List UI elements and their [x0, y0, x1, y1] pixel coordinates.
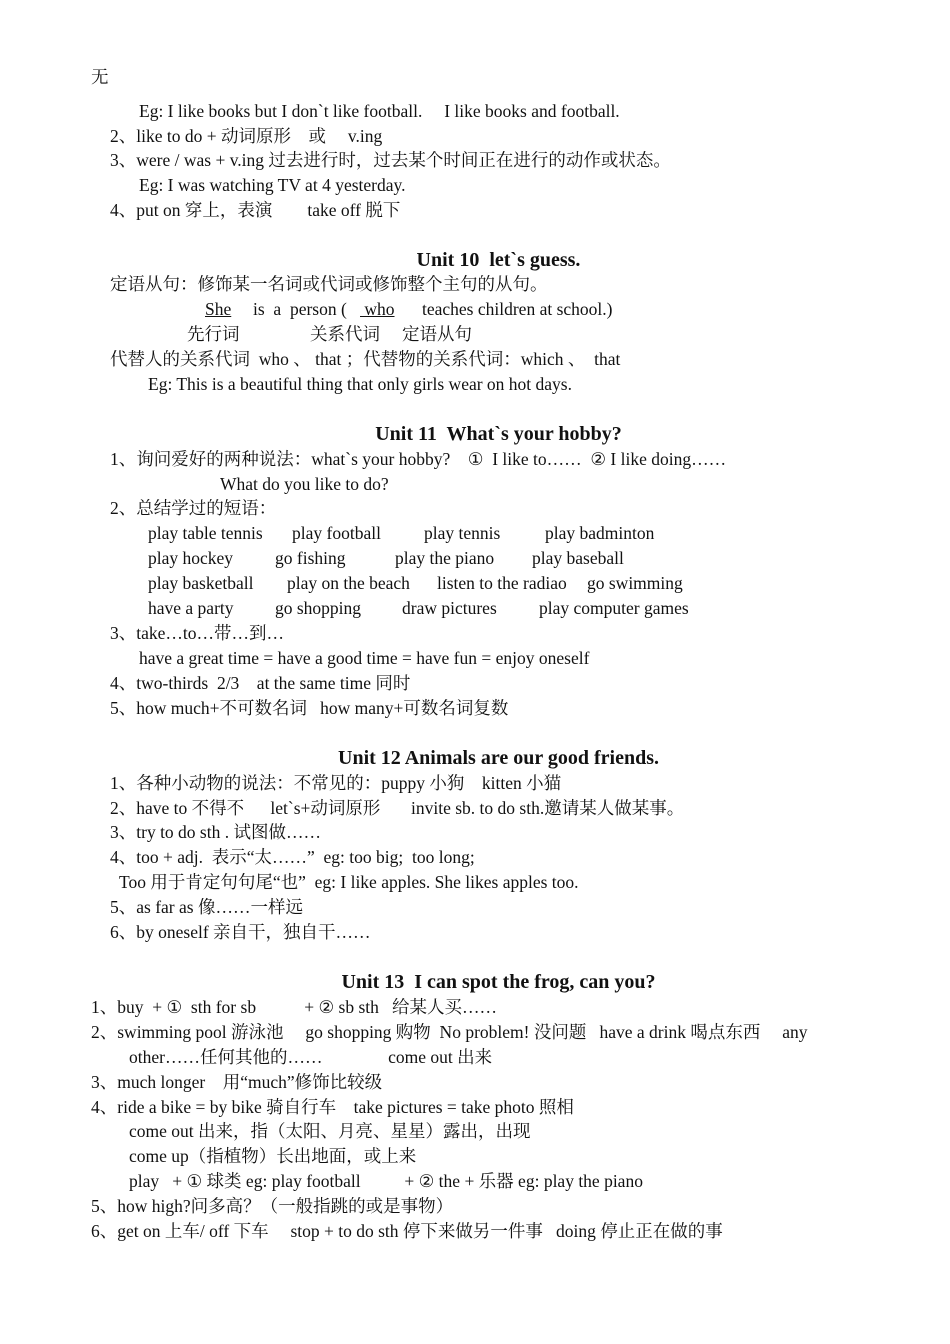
- unit12-item-6: 6、by oneself 亲自干，独自干……: [110, 922, 371, 942]
- unit13-item-1: 1、buy + ① sth for sb + ② sb sth 给某人买……: [91, 997, 497, 1017]
- unit13-item-6: 6、get on 上车/ off 下车 stop + to do sth 停下来做另一件事 doing 停止正在做的事: [91, 1221, 723, 1241]
- unit13-title: Unit 13 I can spot the frog, can you?: [341, 971, 656, 993]
- phrase: play badminton: [545, 523, 655, 543]
- unit12-item-3: 3、try to do sth . 试图做……: [110, 822, 321, 842]
- unit10-ex-she: She: [205, 299, 232, 319]
- phrase: go fishing: [275, 548, 346, 568]
- unit10-label-relpron: 关系代词: [310, 324, 380, 344]
- unit13-item-2b: other……任何其他的…… come out 出来: [129, 1047, 493, 1067]
- unit10-eg: Eg: This is a beautiful thing that only girls wear on hot days.: [148, 374, 572, 394]
- unit12-item-4: 4、too + adj. 表示“太……” eg: too big; too long;: [110, 847, 475, 867]
- unit11-item-1b: What do you like to do?: [220, 474, 389, 494]
- phrase: play tennis: [424, 523, 501, 543]
- phrase: play baseball: [532, 548, 624, 568]
- unit11-item-3: 3、take…to…带…到…: [110, 623, 285, 643]
- unit13-item-4c: come up（指植物）长出地面，或上来: [129, 1146, 417, 1166]
- phrase: play hockey: [148, 548, 234, 568]
- unit10-ex-end: teaches children at school.): [422, 299, 613, 319]
- phrase: play the piano: [395, 548, 495, 568]
- unit13-item-4d: play + ① 球类 eg: play football + ② the + 乐器 eg: play the piano: [129, 1171, 643, 1191]
- unit12-title: Unit 12 Animals are our good friends.: [338, 747, 659, 769]
- unit10-definition: 定语从句：修饰某一名词或代词或修饰整个主句的从句。: [110, 274, 548, 294]
- unit10-ex-who: who: [360, 299, 395, 319]
- unit13-item-3: 3、much longer 用“much”修饰比较级: [91, 1072, 383, 1092]
- phrase: play table tennis: [148, 523, 263, 543]
- unit13-item-2: 2、swimming pool 游泳池 go shopping 购物 No problem! 没问题 have a drink 喝点东西 any: [91, 1022, 808, 1042]
- unit13-item-5: 5、how high?问多高？（一般指跳的或是事物）: [91, 1196, 454, 1216]
- unit11-item-4: 4、two-thirds 2/3 at the same time 同时: [110, 673, 411, 693]
- unit10-ex-mid: is a person (: [253, 299, 347, 319]
- top-item-4: 4、put on 穿上，表演 take off 脱下: [110, 200, 401, 220]
- unit10-title: Unit 10 let`s guess.: [416, 249, 581, 271]
- phrase: play computer games: [539, 598, 689, 618]
- unit13-item-4b: come out 出来，指（太阳、月亮、星星）露出，出现: [129, 1121, 531, 1141]
- top-item-2: 2、like to do + 动词原形 或 v.ing: [110, 126, 383, 146]
- phrase: go shopping: [275, 598, 362, 618]
- phrase: listen to the radiao: [437, 573, 567, 593]
- unit11-title: Unit 11 What`s your hobby?: [375, 423, 622, 445]
- phrase: play football: [292, 523, 381, 543]
- unit11-item-3b: have a great time = have a good time = have fun = enjoy oneself: [139, 648, 590, 668]
- unit11-item-1: 1、询问爱好的两种说法：what`s your hobby? ① I like to…… ② I like doing……: [110, 449, 727, 469]
- phrase: have a party: [148, 598, 234, 618]
- phrase: draw pictures: [402, 598, 497, 618]
- phrase: go swimming: [587, 573, 683, 593]
- top-item-3: 3、were / was + v.ing 过去进行时，过去某个时间正在进行的动作或状态。: [110, 150, 671, 170]
- phrase: play on the beach: [287, 573, 410, 593]
- phrase: play basketball: [148, 573, 254, 593]
- unit11-item-2: 2、总结学过的短语：: [110, 498, 277, 518]
- unit12-item-2: 2、have to 不得不 let`s+动词原形 invite sb. to do sth.邀请某人做某事。: [110, 798, 685, 818]
- unit12-item-1: 1、各种小动物的说法：不常见的：puppy 小狗 kitten 小猫: [110, 773, 562, 793]
- top-eg3: Eg: I was watching TV at 4 yesterday.: [139, 175, 406, 195]
- unit12-item-5: 5、as far as 像……一样远: [110, 897, 303, 917]
- top-eg1: Eg: I like books but I don`t like football. I like books and football.: [139, 101, 620, 121]
- unit11-item-5: 5、how much+不可数名词 how many+可数名词复数: [110, 698, 509, 718]
- unit10-label-antecedent: 先行词: [187, 324, 240, 344]
- unit12-item-4b: Too 用于肯定句句尾“也” eg: I like apples. She likes apples too.: [119, 872, 579, 892]
- page-header-mark: 无: [91, 67, 109, 87]
- unit10-label-clause: 定语从句: [402, 324, 472, 344]
- unit10-relative-pronouns: 代替人的关系代词 who 、 that ；代替物的关系代词：which 、 that: [110, 349, 621, 369]
- unit13-item-4: 4、ride a bike = by bike 骑自行车 take pictures = take photo 照相: [91, 1097, 574, 1117]
